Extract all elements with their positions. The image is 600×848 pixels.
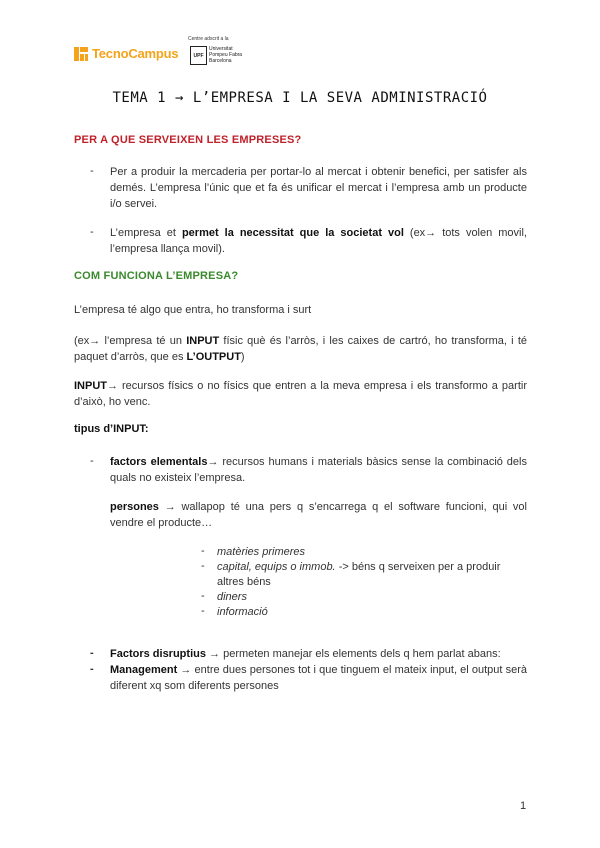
paragraph-input-definition: INPUT→ recursos físics o no físics que entren a la meva empresa i els transformo a partir d’això, ho venc. (74, 380, 527, 408)
upf-logo (188, 36, 260, 70)
sub-dash: - (201, 560, 205, 572)
section-heading-purpose: PER A QUE SERVEIXEN LES EMPRESES? (74, 134, 302, 146)
paragraph-persones: persones → wallapop té una pers q s’encarrega q el software funcioni, qui vol vendre el producte… (110, 501, 527, 529)
bullet-factors-elementals: factors elementals→ recursos humans i materials bàsics sense la combinació dels quals no existeix l’empresa. (110, 456, 527, 484)
sub-dash: - (201, 590, 205, 602)
tecnocampus-mark-icon (74, 47, 88, 61)
tecnocampus-logo-text: TecnoCampus (92, 46, 179, 61)
bullet-management: Management → entre dues persones tot i que tinguem el mateix input, el output serà diferent xq som diferents persones (110, 664, 527, 692)
bullet-dash: - (90, 165, 94, 177)
bullet-dash: - (90, 647, 94, 659)
paragraph-intro: L’empresa té algo que entra, ho transforma i surt (74, 304, 312, 316)
page-title: TEMA 1 → L’EMPRESA I LA SEVA ADMINISTRACIÓ (112, 90, 488, 106)
section-heading-how: COM FUNCIONA L’EMPRESA? (74, 270, 239, 282)
bullet-dash: - (90, 455, 94, 467)
sub-item-materies: matèries primeres (217, 546, 306, 558)
paragraph-example: (ex→ l’empresa té un INPUT físic què és l’arròs, i les caixes de cartró, ho transforma, i té paquet d’arròs, que es L’OUTPUT) (74, 335, 527, 363)
upf-caption: Centre adscrit a la (188, 36, 229, 42)
sub-item-informacio: informació (217, 606, 268, 618)
bullet-dash: - (90, 663, 94, 675)
bullet-purpose-2: L’empresa et permet la necessitat que la societat vol (ex→ tots volen movil, l’empresa llança movil). (110, 227, 527, 255)
page-number: 1 (520, 800, 527, 812)
sub-dash: - (201, 545, 205, 557)
upf-box: UPF (190, 46, 207, 65)
bullet-purpose-1: Per a produir la mercaderia per portar-lo al mercat i obtenir benefici, per satisfer als demés. L’empresa l’únic que et fa és unificar el mercat i l’empresa amb un producte i/o servei. (110, 166, 527, 210)
sub-dash: - (201, 605, 205, 617)
bullet-dash: - (90, 226, 94, 238)
sub-item-capital: capital, equips o immob. -> béns q serveixen per a produir altres béns (217, 561, 501, 588)
bullet-factors-disruptius: Factors disruptius → permeten manejar els elements dels q hem parlat abans: (110, 648, 501, 660)
section-heading-input-types: tipus d’INPUT: (74, 423, 149, 435)
tecnocampus-logo (74, 46, 178, 61)
sub-item-diners: diners (217, 591, 247, 603)
upf-name: Universitat Pompeu Fabra Barcelona (209, 46, 243, 64)
